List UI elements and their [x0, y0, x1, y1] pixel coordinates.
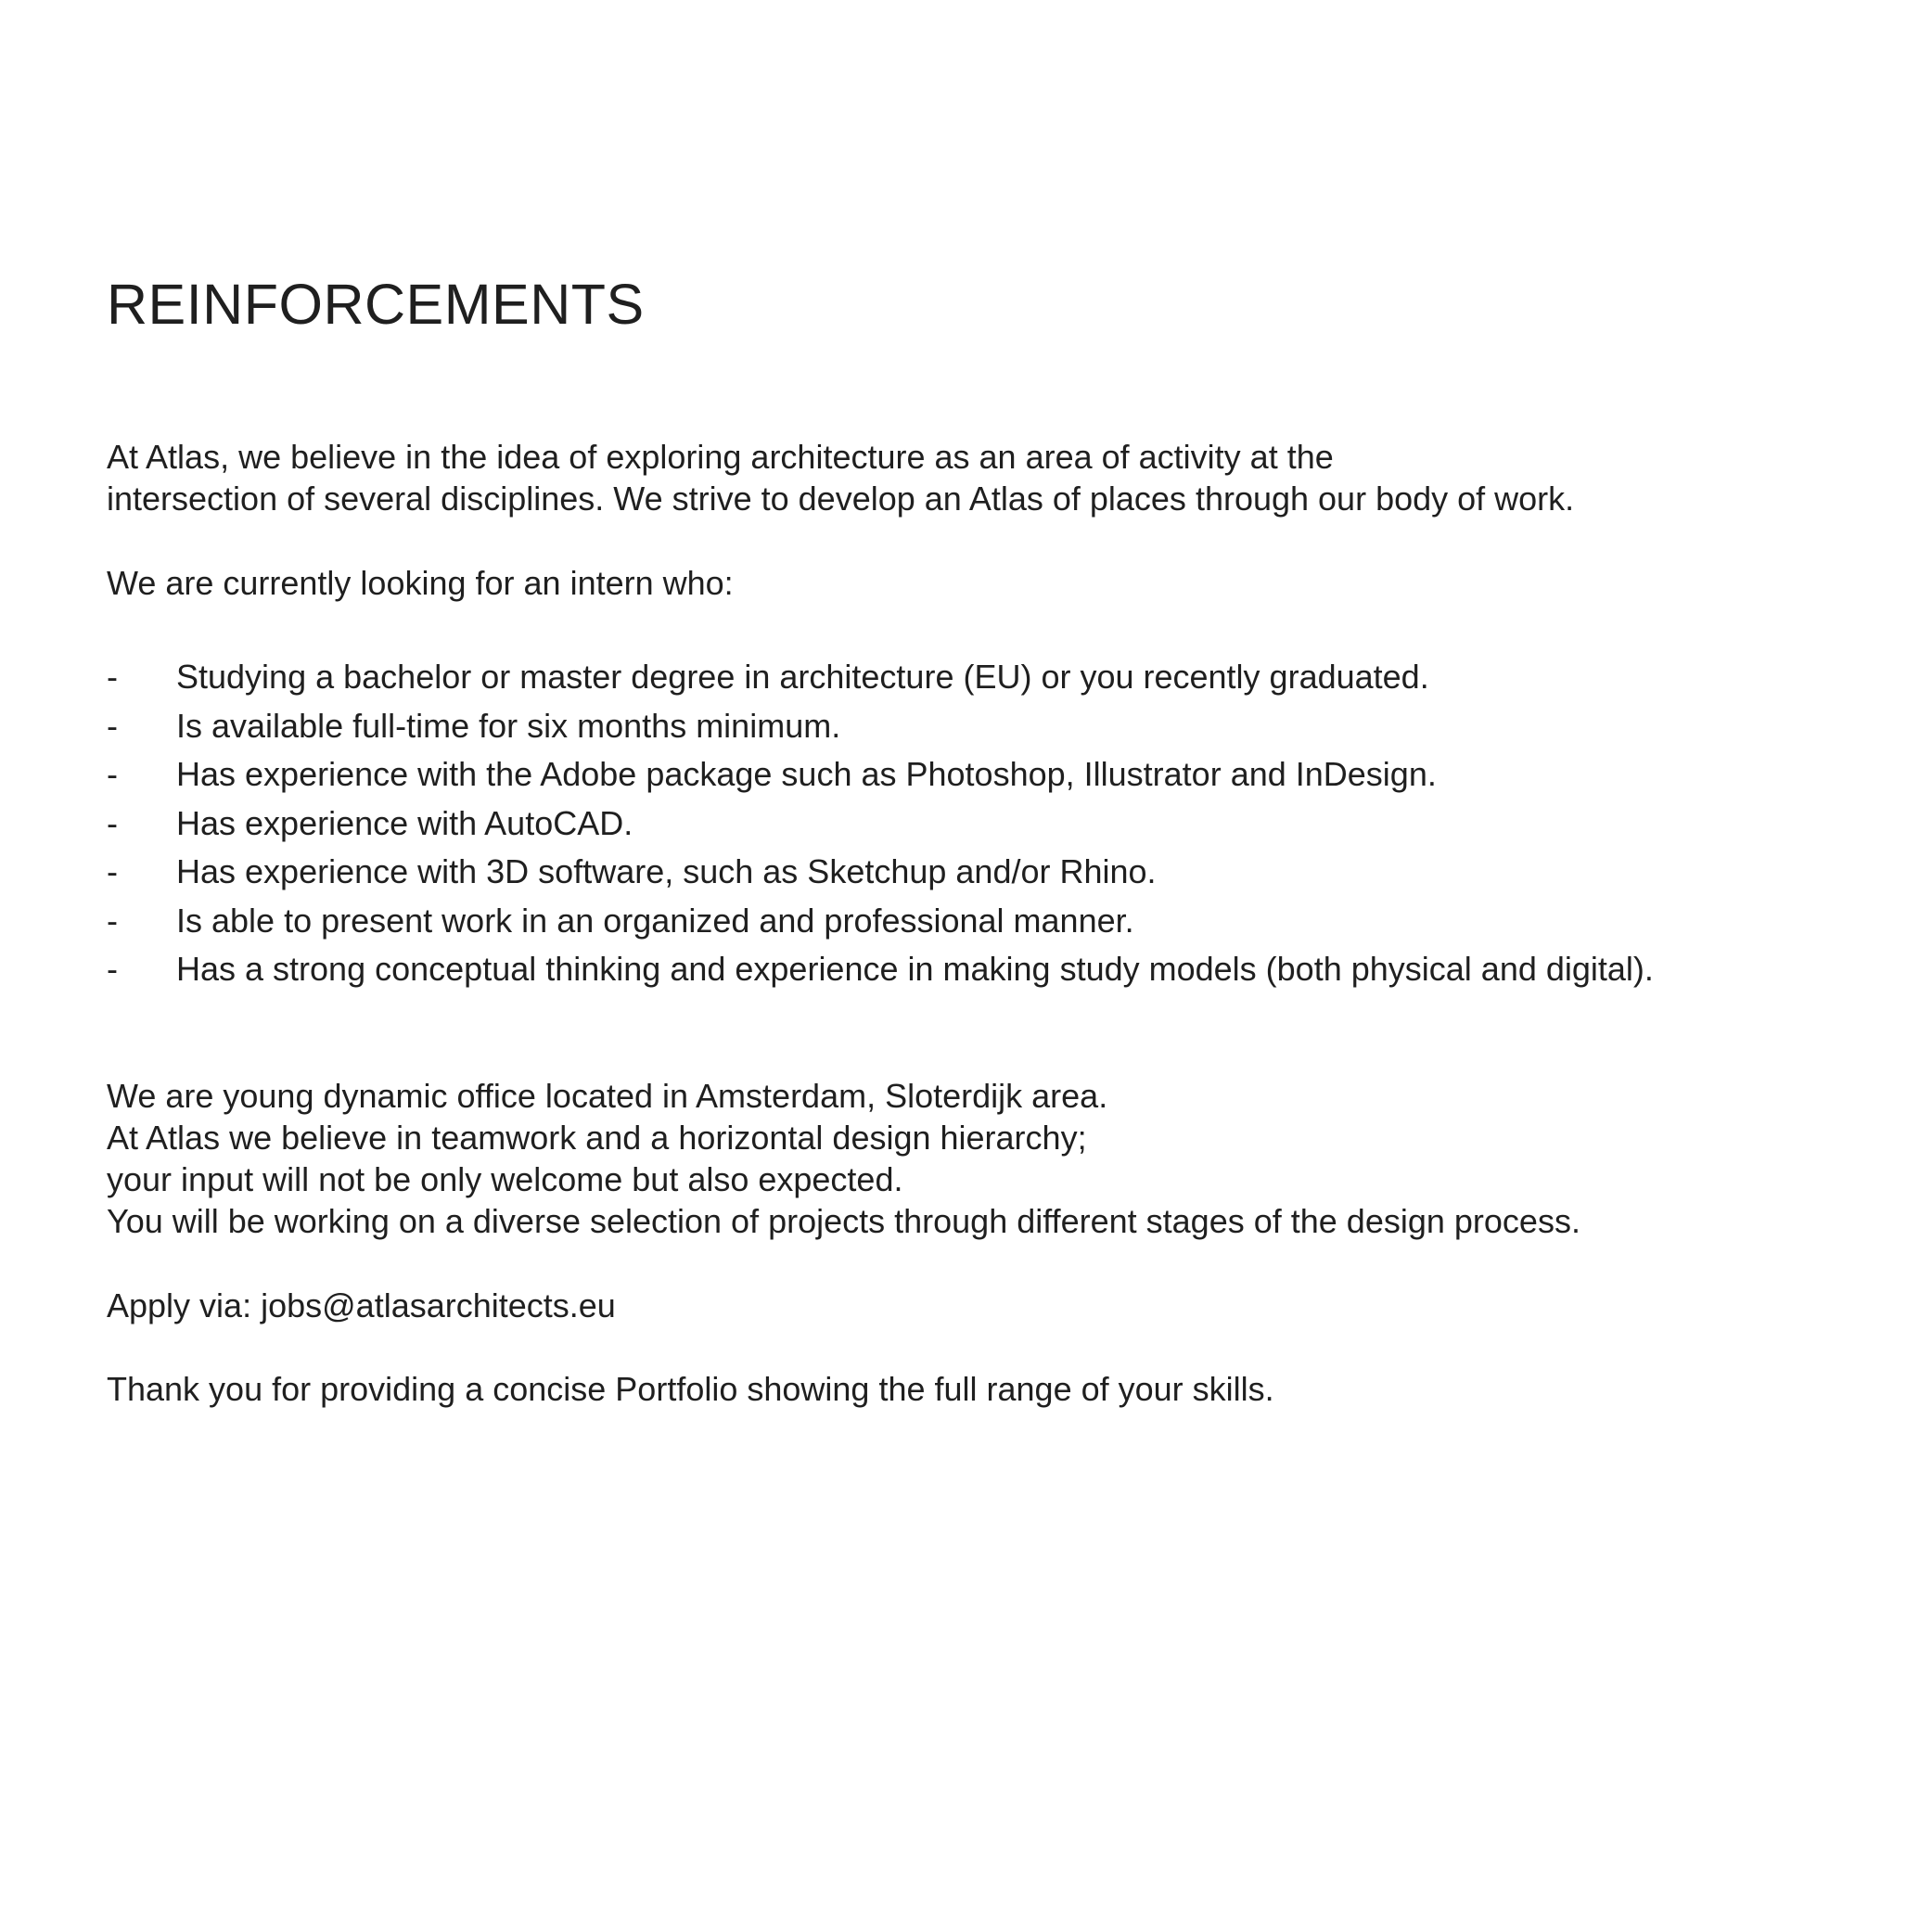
requirement-text: Is able to present work in an organized and professional manner. — [176, 901, 1134, 940]
apply-email: jobs@atlasarchitects.eu — [261, 1286, 616, 1324]
requirements-list — [107, 653, 1654, 994]
bullet-dash: - — [107, 755, 118, 793]
bullet-dash: - — [107, 658, 118, 696]
office-line: We are young dynamic office located in Amsterdam, Sloterdijk area. — [107, 1077, 1108, 1115]
requirement-item — [107, 653, 1654, 702]
requirement-text: Has experience with 3D software, such as Sketchup and/or Rhino. — [176, 852, 1157, 890]
requirement-text: Has a strong conceptual thinking and experience in making study models (both physical and digital). — [176, 950, 1654, 988]
bullet-dash: - — [107, 950, 118, 988]
requirement-item — [107, 750, 1654, 800]
requirement-item — [107, 800, 1654, 849]
requirement-text: Has experience with AutoCAD. — [176, 803, 633, 842]
page-title: REINFORCEMENTS — [107, 273, 645, 336]
bullet-dash: - — [107, 852, 118, 890]
requirement-item — [107, 702, 1654, 751]
bullet-dash: - — [107, 706, 118, 745]
requirement-item — [107, 848, 1654, 897]
office-line: At Atlas we believe in teamwork and a horizontal design hierarchy; — [107, 1119, 1087, 1157]
apply-line — [107, 1285, 616, 1326]
requirement-item — [107, 945, 1654, 994]
intro-paragraph — [107, 436, 1574, 519]
office-paragraph — [107, 1075, 1580, 1242]
requirement-text: Studying a bachelor or master degree in architecture (EU) or you recently graduated. — [176, 658, 1429, 696]
requirement-text: Is available full-time for six months minimum. — [176, 706, 841, 745]
bullet-dash: - — [107, 803, 118, 842]
office-line: your input will not be only welcome but also expected. — [107, 1160, 903, 1198]
job-posting-page — [107, 0, 1850, 1932]
requirements-lead: We are currently looking for an intern who: — [107, 564, 734, 602]
apply-label: Apply via: — [107, 1286, 252, 1324]
bullet-dash: - — [107, 901, 118, 940]
requirement-text: Has experience with the Adobe package such as Photoshop, Illustrator and InDesign. — [176, 755, 1437, 793]
intro-line: At Atlas, we believe in the idea of exploring architecture as an area of activity at the — [107, 438, 1334, 476]
intro-line: intersection of several disciplines. We strive to develop an Atlas of places through our body of work. — [107, 480, 1575, 518]
thanks-paragraph: Thank you for providing a concise Portfolio showing the full range of your skills. — [107, 1370, 1274, 1408]
requirement-item — [107, 897, 1654, 946]
office-line: You will be working on a diverse selection of projects through different stages of the design process. — [107, 1202, 1580, 1240]
